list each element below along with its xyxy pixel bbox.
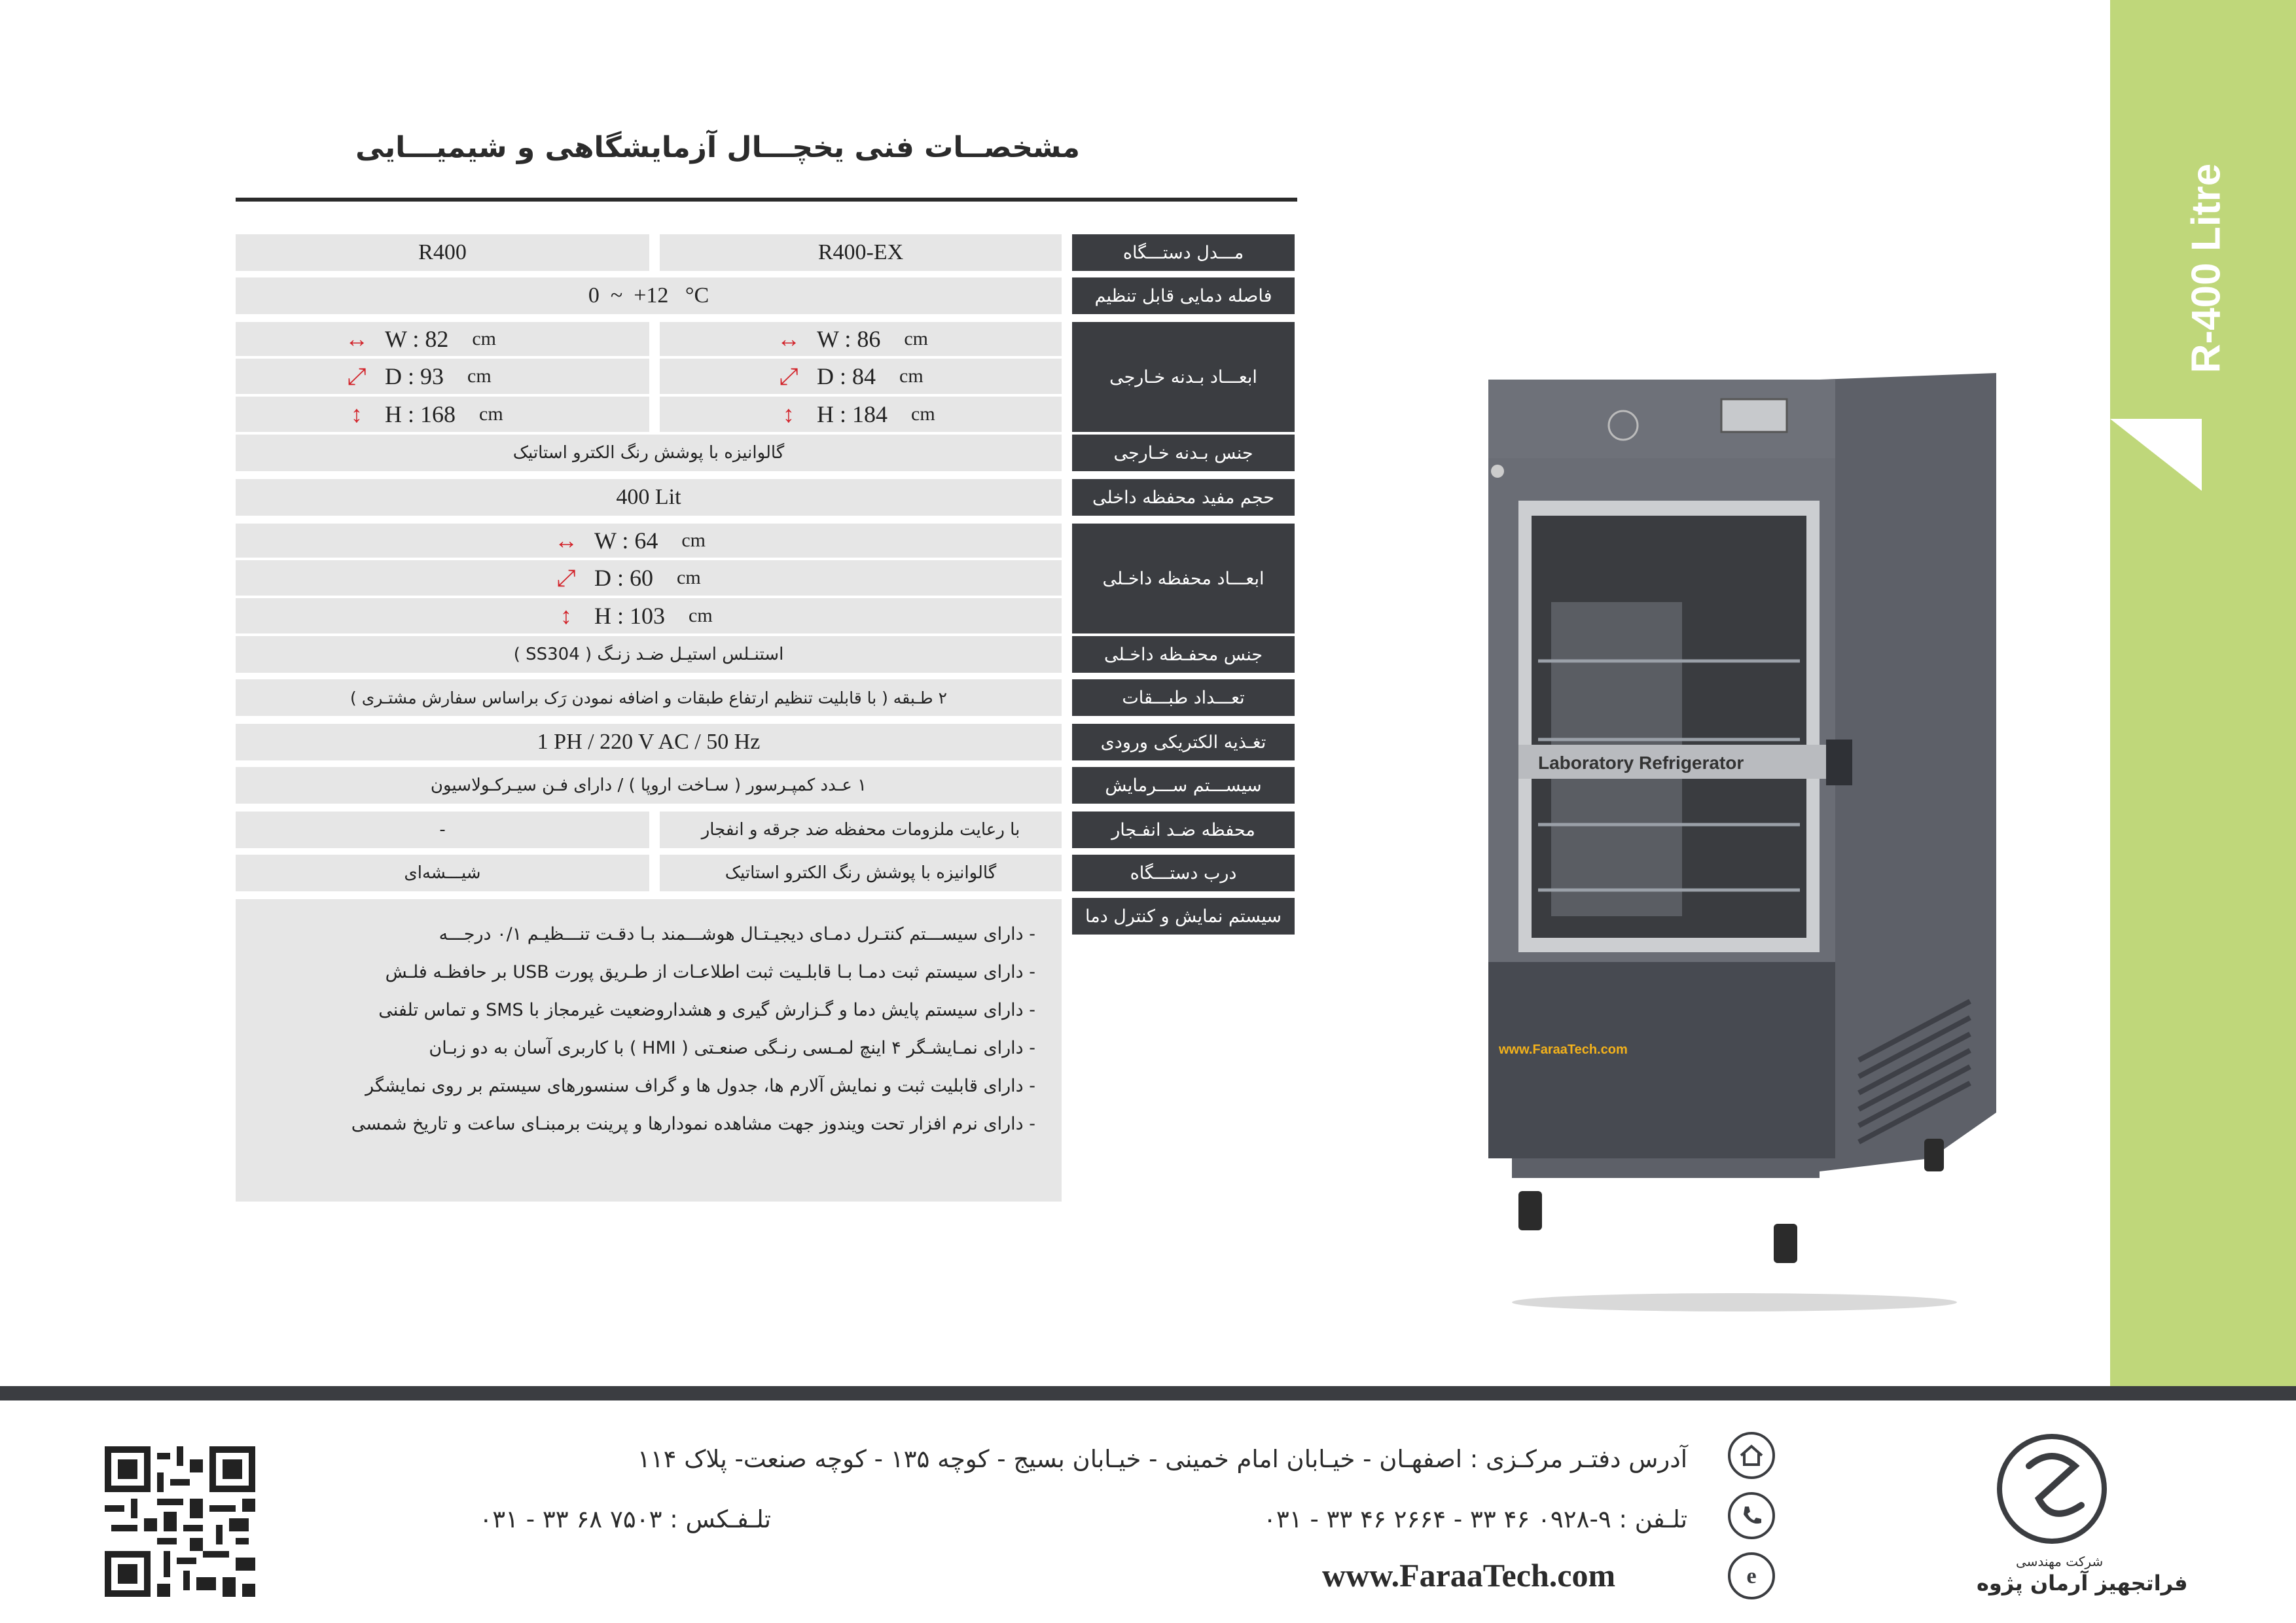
refrigerator-image bbox=[1473, 373, 1996, 1322]
explosion-r400: - bbox=[236, 812, 649, 848]
page-title: مشخصــات فنی یخچـــال آزمایشگاهی و شیمیـــایی bbox=[355, 131, 1080, 164]
width-arrow-icon: ↔ bbox=[554, 527, 578, 554]
label-ext-material: جنس بـدنه خـارجی bbox=[1072, 435, 1295, 471]
explosion-r400ex: با رعایت ملزومات محفظه ضد جرقه و انفجار bbox=[660, 812, 1062, 848]
depth-arrow-icon: ⤢ bbox=[347, 363, 367, 389]
side-band-fold bbox=[2110, 419, 2202, 491]
power: 1 PH / 220 V AC / 50 Hz bbox=[236, 724, 1062, 760]
volume: 400 Lit bbox=[236, 479, 1062, 516]
body-site-text: www.FaraaTech.com bbox=[1499, 1043, 1628, 1057]
label-cooling: سیســـتم ســـرمایش bbox=[1072, 767, 1295, 804]
footer-rule bbox=[0, 1386, 2296, 1400]
panel-label: Laboratory Refrigerator bbox=[1538, 753, 1744, 773]
temp-high: +12 bbox=[634, 283, 669, 308]
temp-sep: ~ bbox=[610, 283, 623, 308]
label-volume: حجم مفید محفظه داخلی bbox=[1072, 479, 1295, 516]
ext-w-r400ex: ↔ W : 86 cm bbox=[660, 322, 1062, 356]
feature-item: - دارای سیســـتم کنتـرل دمـای دیجیـتـال هوشـــمند بـا دقـت تنـــظیـم ۰/۱ درجـــه bbox=[439, 924, 1035, 944]
temp-low: 0 bbox=[588, 283, 600, 308]
label-door: درب دستـــگاه bbox=[1072, 855, 1295, 891]
company-logo-icon bbox=[1990, 1427, 2114, 1551]
company-name: فراتجهیز آرمان پژوه bbox=[1977, 1571, 2188, 1596]
svg-text:e: e bbox=[1746, 1564, 1757, 1588]
feature-item: - دارای سیستم پایش دما و گـزارش گیری و هشداروضعیت غیرمجاز با SMS و تماس تلفنی bbox=[378, 1000, 1035, 1020]
home-icon bbox=[1728, 1432, 1775, 1479]
label-int-material: جنس محفـظه داخـلی bbox=[1072, 636, 1295, 673]
ext-w-r400: ↔ W : 82 cm bbox=[236, 322, 649, 356]
features-list bbox=[236, 899, 1062, 1202]
label-temp-range: فاصله دمایی قابل تنظیم bbox=[1072, 277, 1295, 314]
label-model: مـــدل دستـــگاه bbox=[1072, 234, 1295, 271]
height-arrow-icon: ↕ bbox=[351, 401, 363, 427]
model-r400ex: R400-EX bbox=[660, 234, 1062, 271]
height-arrow-icon: ↕ bbox=[560, 603, 572, 629]
footer-address: آدرس دفتـر مرکـزی : اصفهـان - خیـابان امام خمینی - خیـابان بسیج - کوچه ۱۳۵ - کوچه صنعت- پلاک ۱۱۴ bbox=[637, 1445, 1687, 1473]
int-d: ⤢ D : 60 cm bbox=[236, 560, 1062, 596]
label-int-dims: ابعـــاد محفظه داخـلی bbox=[1072, 524, 1295, 633]
ext-d-r400: ⤢ D : 93 cm bbox=[236, 359, 649, 394]
label-explosion: محفظه ضـد انفـجار bbox=[1072, 812, 1295, 848]
footer-phone: تلـفن : ۹-۰۹۲۸ ۴۶ ۳۳ - ۲۶۶۴ ۴۶ ۳۳ - ۰۳۱ bbox=[1263, 1505, 1687, 1533]
title-rule bbox=[236, 198, 1297, 202]
int-material: استنـلس استیـل ضـد زنـگ ( SS304 ) bbox=[236, 636, 1062, 673]
label-ext-dims: ابعـــاد بـدنه خـارجی bbox=[1072, 322, 1295, 432]
shelves: ۲ طـبقه ( با قابلیت تنظیم ارتفاع طبقات و اضافه نمودن رَک براساس سفارش مشتـری ) bbox=[236, 679, 1062, 716]
label-power: تغـذیه الکتریکی ورودی bbox=[1072, 724, 1295, 760]
door-r400ex: گالوانیزه با پوشش رنگ الکترو استاتیک bbox=[660, 855, 1062, 891]
ext-material: گالوانیزه با پوشش رنگ الکترو استاتیک bbox=[236, 435, 1062, 471]
int-h: ↕ H : 103 cm bbox=[236, 598, 1062, 633]
door-r400: شیـــشه‌ای bbox=[236, 855, 649, 891]
height-arrow-icon: ↕ bbox=[783, 401, 795, 427]
feature-item: - دارای قابلیت ثبت و نمایش آلارم ها، جدول ها و گراف سنسورهای سیستم بر روی نمایشگر bbox=[365, 1076, 1035, 1096]
footer-fax: تلـفـکس : ۷۵۰۳ ۶۸ ۳۳ - ۰۳۱ bbox=[479, 1505, 771, 1533]
ext-h-r400ex: ↕ H : 184 cm bbox=[660, 397, 1062, 432]
side-label: R-400 Litre bbox=[2183, 163, 2229, 374]
int-w: ↔ W : 64 cm bbox=[236, 524, 1062, 558]
depth-arrow-icon: ⤢ bbox=[556, 564, 576, 591]
width-arrow-icon: ↔ bbox=[777, 326, 800, 352]
company-small-name: شرکت مهندسی bbox=[2016, 1554, 2104, 1569]
model-r400: R400 bbox=[236, 234, 649, 271]
label-shelves: تعـــداد طبـــقات bbox=[1072, 679, 1295, 716]
temp-unit: °C bbox=[685, 283, 709, 308]
feature-item: - دارای نمـایشـگر ۴ اینچ لمـسی رنـگی صنعـتی ( HMI ) با کاربری آسان به دو زبـان bbox=[429, 1038, 1035, 1058]
cooling: ۱ عـدد کمپـرسور ( سـاخت اروپا ) / دارای فـن سیـرکـولاسیون bbox=[236, 767, 1062, 804]
web-icon bbox=[1728, 1552, 1775, 1599]
qr-code-icon bbox=[105, 1446, 255, 1597]
footer-website[interactable]: www.FaraaTech.com bbox=[1322, 1557, 1616, 1594]
ext-h-r400: ↕ H : 168 cm bbox=[236, 397, 649, 432]
temp-range bbox=[236, 277, 1062, 314]
phone-icon bbox=[1728, 1492, 1775, 1539]
width-arrow-icon: ↔ bbox=[345, 326, 368, 352]
label-control: سیستم نمایش و کنترل دما bbox=[1072, 898, 1295, 935]
depth-arrow-icon: ⤢ bbox=[779, 363, 798, 389]
feature-item: - دارای سیستم ثبت دمـا بـا قابلـیت ثبت اطلاعـات از طـریق پورت USB بر حافظـه فلـش bbox=[385, 962, 1035, 982]
feature-item: - دارای نرم افزار تحت ویندوز جهت مشاهده نمودارها و پرینت برمبنـای ساعت و تاریخ شمسی bbox=[351, 1114, 1035, 1134]
ext-d-r400ex: ⤢ D : 84 cm bbox=[660, 359, 1062, 394]
